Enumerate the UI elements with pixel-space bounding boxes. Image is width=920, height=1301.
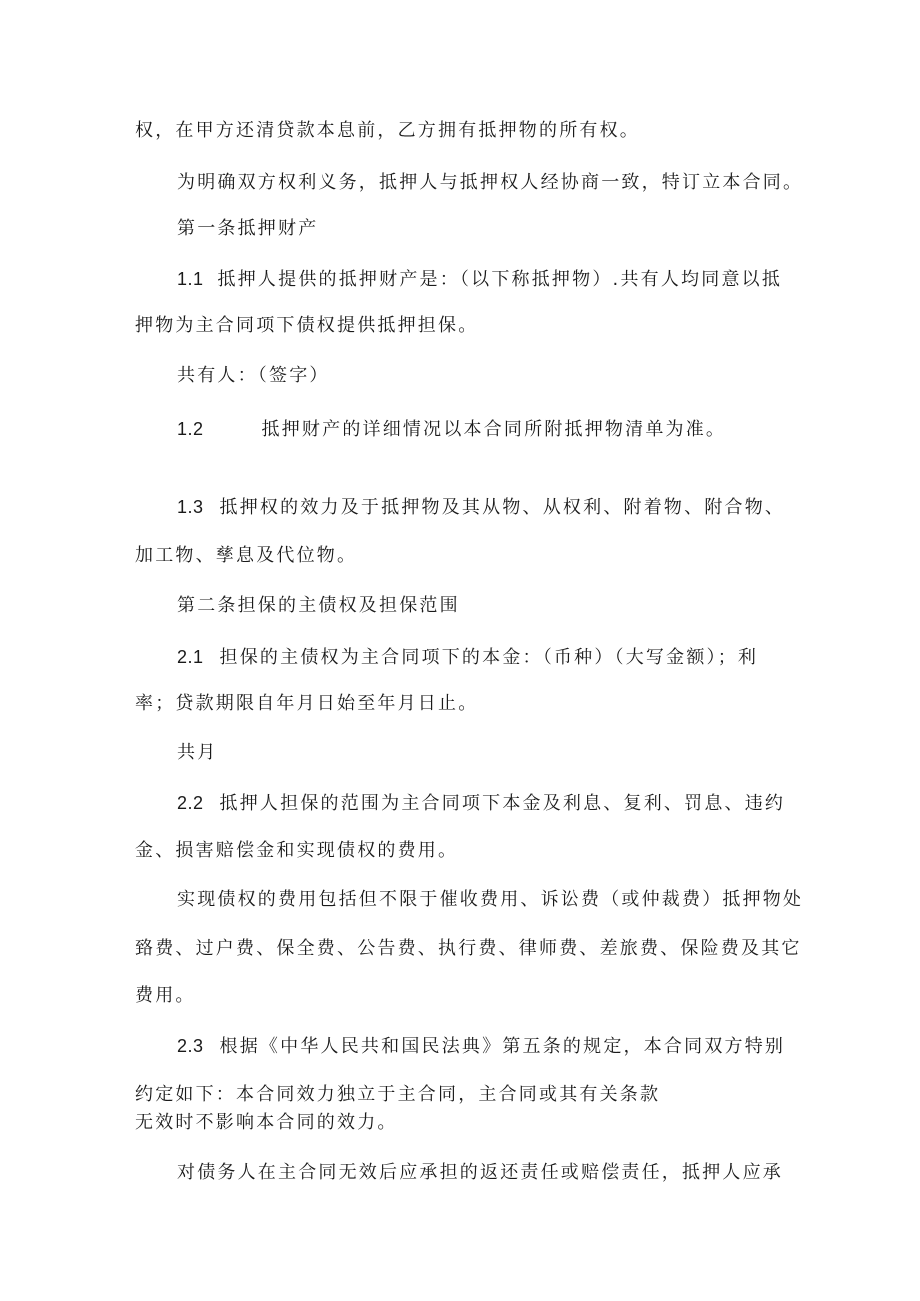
section-heading xyxy=(177,594,460,618)
paragraph-line xyxy=(177,171,803,195)
paragraph-line xyxy=(135,937,802,961)
text-span: 抵押人提供的抵押财产是：（以下称抵押物）.共有人均同意以抵 xyxy=(217,269,783,290)
text-span: 费用。 xyxy=(135,985,196,1006)
paragraph-line xyxy=(135,119,640,143)
clause-line xyxy=(177,791,785,816)
text-span: 抵押人担保的范围为主合同项下本金及利息、复利、罚息、违约 xyxy=(219,793,786,814)
paragraph-line xyxy=(135,1111,398,1135)
text-span: 担保的主债权为主合同项下的本金：（币种）（大写金额）；利 xyxy=(219,647,759,668)
text-span: 为明确双方权利义务，抵押人与抵押权人经协商一致，特订立本合同。 xyxy=(177,172,804,193)
paragraph-line xyxy=(135,984,196,1008)
text-span: 第一条抵押财产 xyxy=(177,218,319,239)
clause-number: 1.3 xyxy=(177,497,204,517)
clause-line xyxy=(177,495,785,520)
text-span: 实现债权的费用包括但不限于催收费用、诉讼费（或仲裁费）抵押物处 xyxy=(177,889,804,910)
text-span: 共有人：（签字） xyxy=(177,365,330,386)
text-span: 臵费、过户费、保全费、公告费、执行费、律师费、差旅费、保险费及其它 xyxy=(135,938,802,959)
clause-line xyxy=(177,267,782,292)
text-span: 押物为主合同项下债权提供抵押担保。 xyxy=(135,315,479,336)
text-span: 权，在甲方还清贷款本息前，乙方拥有抵押物的所有权。 xyxy=(135,120,640,141)
paragraph-line xyxy=(177,1161,783,1185)
clause-line xyxy=(177,1034,785,1059)
text-span: 金、损害赔偿金和实现债权的费用。 xyxy=(135,840,459,861)
clause-line xyxy=(177,417,726,442)
clause-number: 2.1 xyxy=(177,647,204,667)
paragraph-line xyxy=(135,314,478,338)
paragraph-line xyxy=(135,692,478,716)
paragraph-line xyxy=(177,888,803,912)
text-span: 对债务人在主合同无效后应承担的返还责任或赔偿责任，抵押人应承 xyxy=(177,1162,783,1183)
paragraph-line xyxy=(135,839,458,863)
text-span: 加工物、孳息及代位物。 xyxy=(135,545,358,566)
text-span: 第二条担保的主债权及担保范围 xyxy=(177,595,460,616)
clause-number: 2.2 xyxy=(177,793,204,813)
section-heading xyxy=(177,217,318,241)
paragraph-line xyxy=(177,741,217,765)
text-span: 根据《中华人民共和国民法典》第五条的规定，本合同双方特别 xyxy=(219,1036,786,1057)
clause-number: 1.2 xyxy=(177,419,204,439)
paragraph-line xyxy=(135,544,357,568)
clause-number: 2.3 xyxy=(177,1036,204,1056)
text-span: 抵押财产的详细情况以本合同所附抵押物清单为准。 xyxy=(261,419,727,440)
paragraph-line xyxy=(135,1083,660,1107)
text-span: 抵押权的效力及于抵押物及其从物、从权利、附着物、附合物、 xyxy=(219,497,786,518)
text-span: 共月 xyxy=(177,742,218,763)
text-span: 无效时不影响本合同的效力。 xyxy=(135,1112,398,1133)
clause-number: 1.1 xyxy=(177,269,204,289)
clause-line xyxy=(177,645,758,670)
text-span: 约定如下：本合同效力独立于主合同，主合同或其有关条款 xyxy=(135,1084,661,1105)
text-span: 率；贷款期限自年月日始至年月日止。 xyxy=(135,693,479,714)
paragraph-line xyxy=(177,364,330,388)
